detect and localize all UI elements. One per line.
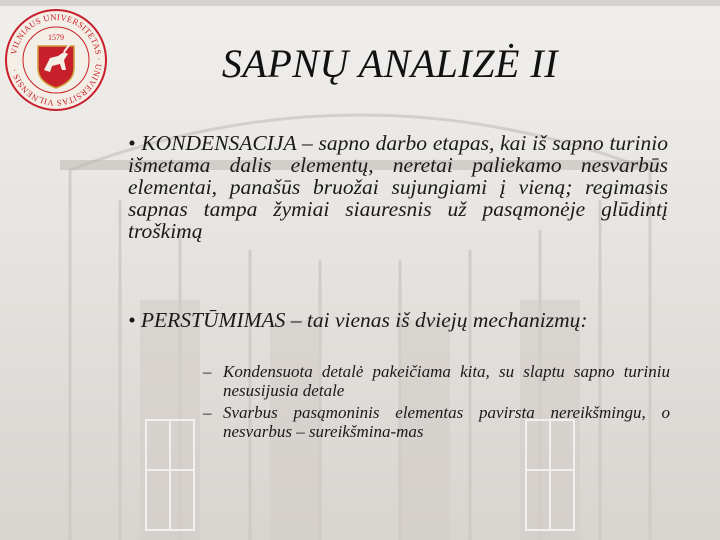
subitem	[203, 403, 670, 441]
bullet-marker: •	[128, 308, 136, 332]
subitem-text: Svarbus pasąmoninis elementas pavirsta nereikšmingu, o nesvarbus – sureikšmina-mas	[223, 403, 670, 441]
seal-year: 1579	[48, 33, 64, 42]
bullet-kondensacija	[128, 132, 668, 242]
vilnius-university-seal-icon	[4, 8, 108, 112]
bullet-perstumimas	[128, 309, 668, 331]
bullet-text: PERSTŪMIMAS – tai vienas iš dviejų mechanizmų:	[140, 308, 588, 332]
svg-text:VILNIAUS UNIVERSITETAS · UNIVE: VILNIAUS UNIVERSITETAS · UNIVERSITAS VILNENSIS ·	[8, 11, 105, 109]
slide-title: SAPNŲ ANALIZĖ II	[221, 41, 559, 86]
subitem-marker: –	[203, 362, 212, 381]
perstumimas-subitems	[203, 362, 670, 444]
subitem-text: Kondensuota detalė pakeičiama kita, su slaptu sapno turiniu nesusijusia detale	[223, 362, 670, 400]
subitem	[203, 362, 670, 400]
university-seal	[4, 8, 108, 112]
bullet-text: KONDENSACIJA – sapno darbo etapas, kai iš sapno turinio išmetama dalis elementų, neretai paliekamo nesvarbūs elementai, panašūs bruožai sujungiami į vieną; regimasis sapnas tampa žymiai siauresnis už pasąmonėje glūdintį troškimą	[128, 131, 668, 243]
subitem-marker: –	[203, 403, 212, 422]
bullet-marker: •	[128, 131, 136, 155]
